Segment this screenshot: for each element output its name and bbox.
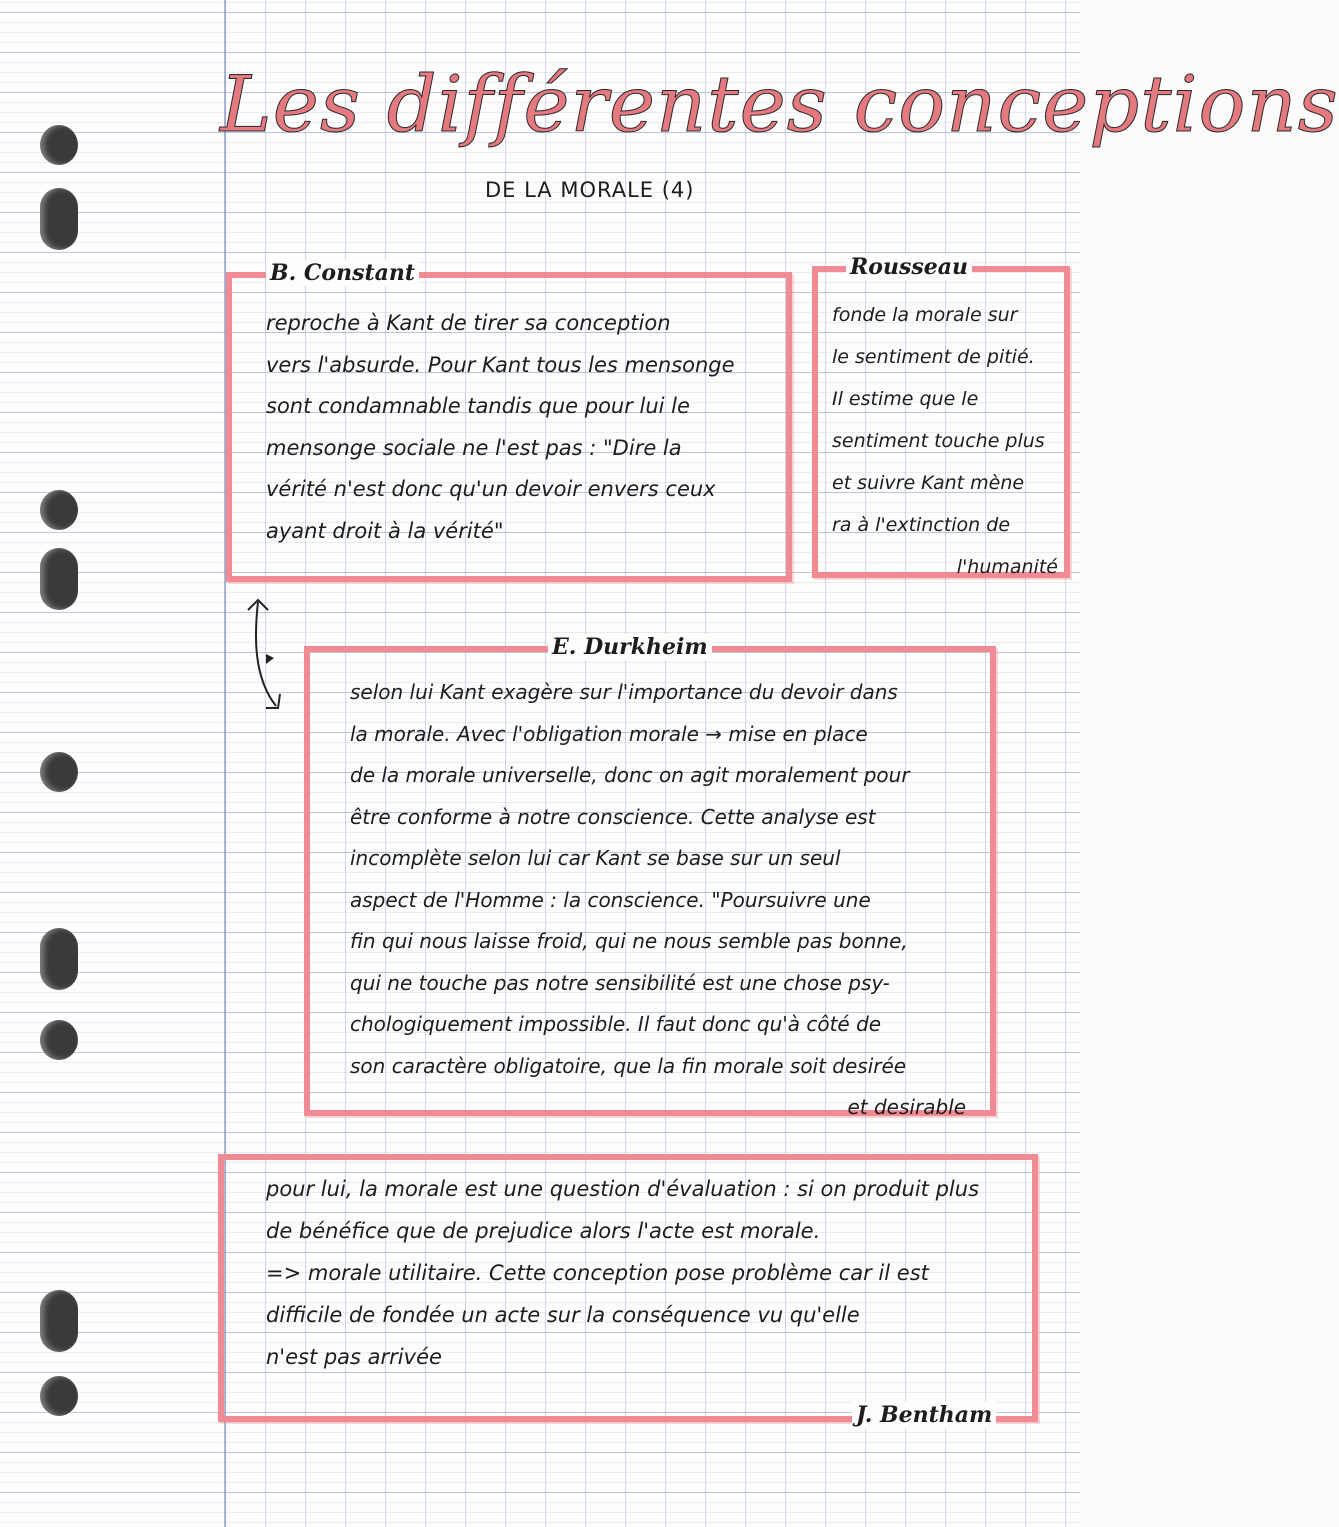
text-line: de la morale universelle, donc on agit moralement pour (350, 763, 910, 787)
punch-hole (40, 188, 78, 250)
text-line: n'est pas arrivée (266, 1345, 442, 1369)
text-line: vers l'absurde. Pour Kant tous les mensonge (266, 352, 735, 377)
text-line: de bénéfice que de prejudice alors l'acte est morale. (266, 1219, 821, 1243)
text-line: fin qui nous laisse froid, qui ne nous semble pas bonne, (350, 929, 908, 953)
text-line: fonde la morale sur (832, 304, 1018, 326)
text-line: ra à l'extinction de (832, 514, 1011, 536)
text-line: => morale utilitaire. Cette conception pose problème car il est (266, 1261, 929, 1285)
paper-margin (0, 0, 225, 1527)
constant-text (266, 303, 786, 552)
text-line: le sentiment de pitié. (832, 346, 1035, 368)
page-title: Les différentes conceptions (220, 60, 1339, 150)
punch-hole (40, 1376, 78, 1416)
text-line: sentiment touche plus (832, 430, 1045, 452)
punch-hole (40, 1020, 78, 1060)
text-line: ayant droit à la vérité" (266, 518, 504, 543)
bentham-text (266, 1168, 1026, 1378)
double-arrow-icon (236, 598, 296, 718)
punch-hole (40, 548, 78, 610)
text-line: vérité n'est donc qu'un devoir envers ceux (266, 477, 716, 501)
page-subtitle: DE LA MORALE (4) (485, 178, 695, 202)
bentham-name: J. Bentham (852, 1402, 996, 1428)
text-line: l'humanité (956, 556, 1058, 578)
punch-hole (40, 752, 78, 792)
text-line: la morale. Avec l'obligation morale → mise en place (350, 721, 868, 746)
text-line: reproche à Kant de tirer sa conception (266, 311, 671, 335)
text-line: selon lui Kant exagère sur l'importance du devoir dans (350, 680, 898, 704)
text-line: son caractère obligatoire, que la fin morale soit desirée (350, 1053, 907, 1078)
punch-hole (40, 928, 78, 990)
text-line: incomplète selon lui car Kant se base sur un seul (350, 846, 841, 870)
punch-hole (40, 490, 78, 530)
text-line: et suivre Kant mène (832, 472, 1025, 494)
rousseau-text (832, 294, 1068, 588)
text-line: chologiquement impossible. Il faut donc qu'à côté de (350, 1012, 882, 1036)
text-line: qui ne touche pas notre sensibilité est une chose psy- (350, 970, 890, 995)
rousseau-name: Rousseau (846, 254, 972, 280)
text-line: pour lui, la morale est une question d'évaluation : si on produit plus (266, 1177, 980, 1201)
text-line: Il estime que le (832, 388, 979, 410)
durkheim-name: E. Durkheim (548, 634, 712, 660)
text-line: sont condamnable tandis que pour lui le (266, 394, 690, 418)
punch-hole (40, 125, 78, 165)
text-line: mensonge sociale ne l'est pas : "Dire la (266, 435, 682, 460)
text-line: et desirable (847, 1095, 966, 1119)
punch-hole (40, 1290, 78, 1352)
constant-name: B. Constant (266, 260, 419, 286)
durkheim-text (350, 672, 990, 1129)
text-line: difficile de fondée un acte sur la conséquence vu qu'elle (266, 1303, 860, 1327)
text-line: être conforme à notre conscience. Cette analyse est (350, 804, 876, 829)
text-line: aspect de l'Homme : la conscience. "Poursuivre une (350, 887, 871, 912)
